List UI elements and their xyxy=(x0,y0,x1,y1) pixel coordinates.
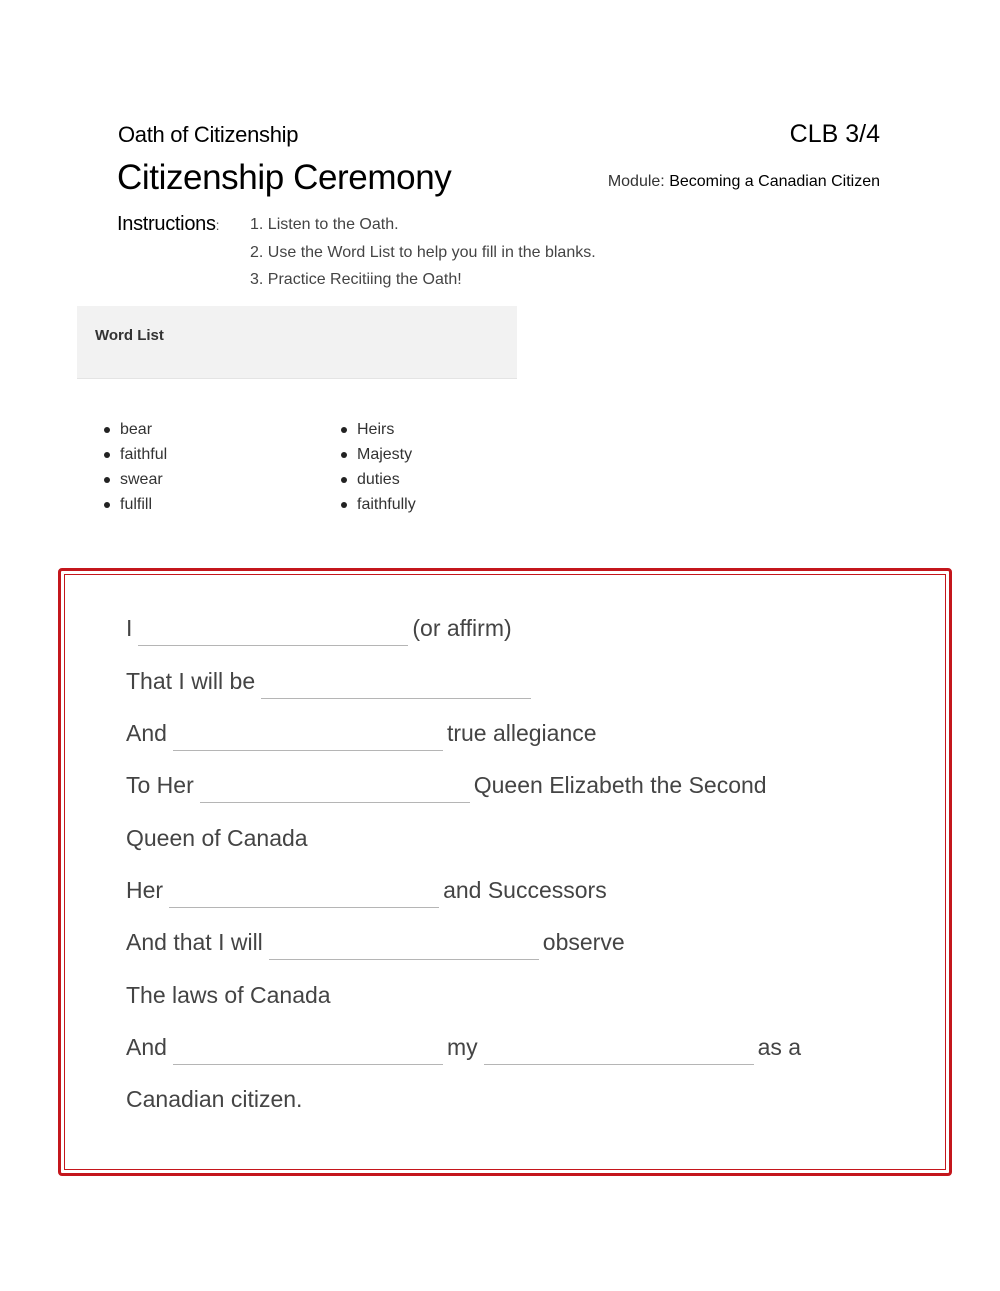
instruction-step-2: 2. Use the Word List to help you fill in the blanks. xyxy=(250,243,596,261)
blank-5[interactable] xyxy=(169,879,439,908)
oath-text: And xyxy=(126,1034,167,1060)
oath-line-7 xyxy=(126,929,625,960)
word-list-column-2 xyxy=(341,420,416,520)
oath-line-3 xyxy=(126,720,597,751)
oath-line-10 xyxy=(126,1086,302,1113)
oath-text: The laws of Canada xyxy=(126,982,331,1008)
instructions-list xyxy=(250,215,596,298)
oath-frame xyxy=(58,568,952,1176)
word-list-title: Word List xyxy=(95,327,164,344)
instruction-step-1: 1. Listen to the Oath. xyxy=(250,216,399,233)
word-item: faithfully xyxy=(341,495,416,520)
word-item: fulfill xyxy=(104,495,167,520)
oath-line-1 xyxy=(126,615,512,646)
oath-text: Queen of Canada xyxy=(126,825,308,851)
blank-2[interactable] xyxy=(261,670,531,699)
oath-line-9 xyxy=(126,1034,801,1065)
word-item: Majesty xyxy=(341,445,416,470)
word-item: duties xyxy=(341,470,416,495)
oath-text: Queen Elizabeth the Second xyxy=(473,772,767,798)
oath-text: I xyxy=(126,615,133,641)
word-list-column-1 xyxy=(104,420,167,520)
word-item: swear xyxy=(104,470,167,495)
oath-text: observe xyxy=(542,929,625,955)
module-info xyxy=(608,173,880,191)
blank-7[interactable] xyxy=(173,1036,443,1065)
blank-3[interactable] xyxy=(173,722,443,751)
oath-text: true allegiance xyxy=(446,720,597,746)
instructions-colon: : xyxy=(215,217,220,233)
oath-text: Her xyxy=(126,877,164,903)
blank-1[interactable] xyxy=(138,617,408,646)
level-label: CLB 3/4 xyxy=(789,120,880,148)
instruction-step-3: 3. Practice Recitiing the Oath! xyxy=(250,271,462,288)
blank-6[interactable] xyxy=(269,931,539,960)
instructions-label xyxy=(117,213,219,236)
word-item: faithful xyxy=(104,445,167,470)
oath-text: my xyxy=(446,1034,478,1060)
oath-text: That I will be xyxy=(126,668,256,694)
oath-text: And xyxy=(126,720,167,746)
oath-frame-inner xyxy=(64,574,946,1170)
doc-subtitle: Oath of Citizenship xyxy=(118,122,299,147)
oath-line-2 xyxy=(126,668,535,699)
module-value: Becoming a Canadian Citizen xyxy=(669,173,880,190)
instructions-label-text: Instructions xyxy=(117,213,216,235)
oath-text: To Her xyxy=(126,772,194,798)
word-item: bear xyxy=(104,420,167,445)
oath-text: And that I will xyxy=(126,929,263,955)
oath-line-8 xyxy=(126,982,331,1009)
oath-text: as a xyxy=(757,1034,802,1060)
module-label: Module: xyxy=(607,173,670,190)
oath-line-5 xyxy=(126,825,308,852)
blank-8[interactable] xyxy=(484,1036,754,1065)
blank-4[interactable] xyxy=(200,774,470,803)
page-title: Citizenship Ceremony xyxy=(117,158,452,197)
oath-line-4 xyxy=(126,772,767,803)
oath-text: Canadian citizen. xyxy=(126,1086,303,1112)
word-list-panel xyxy=(77,306,517,379)
oath-text: and Successors xyxy=(443,877,607,903)
oath-line-6 xyxy=(126,877,607,908)
oath-text: (or affirm) xyxy=(412,615,512,641)
word-item: Heirs xyxy=(341,420,416,445)
